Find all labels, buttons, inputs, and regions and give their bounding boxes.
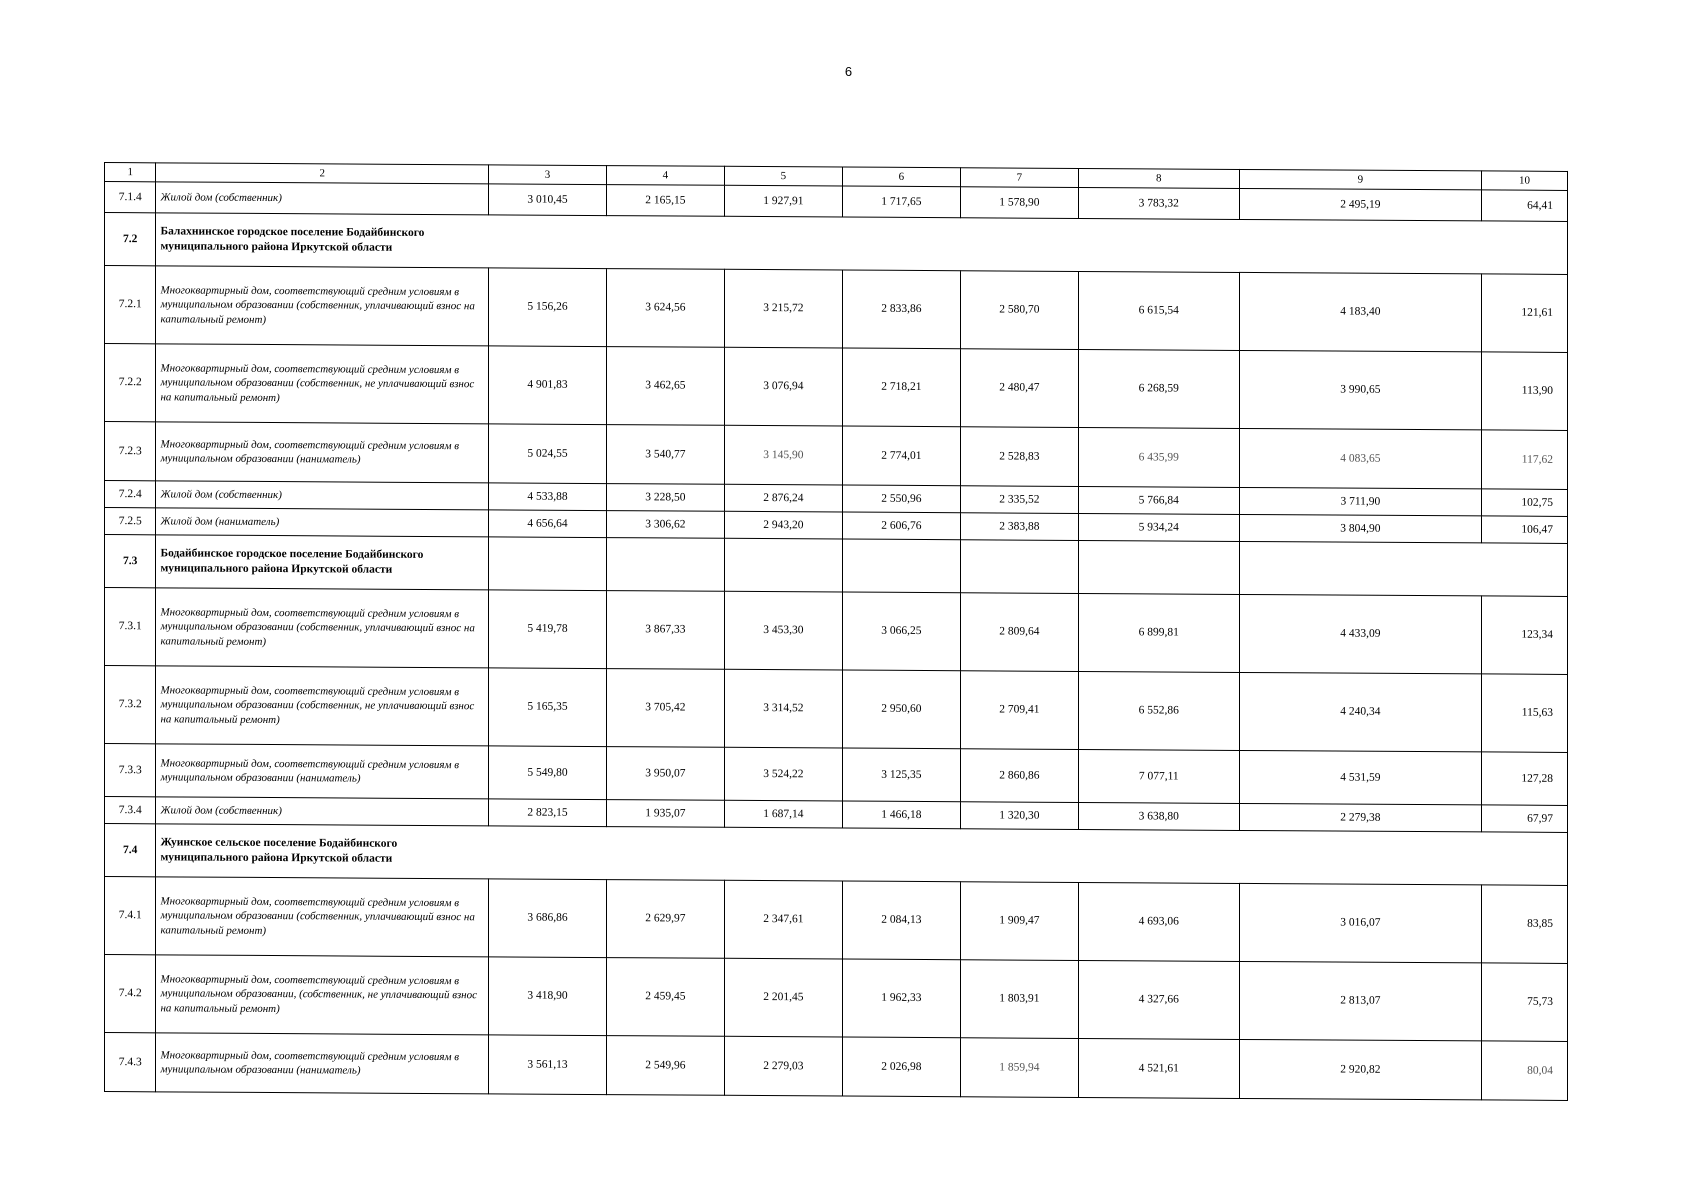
section-title xyxy=(156,824,1568,886)
row-value: 102,75 xyxy=(1482,489,1568,517)
row-value: 2 813,07 xyxy=(1239,961,1481,1040)
row-value: 3 990,65 xyxy=(1239,350,1481,429)
row-code: 7.4.2 xyxy=(105,955,156,1033)
table-row xyxy=(105,266,1568,353)
row-value: 4 531,59 xyxy=(1239,750,1481,804)
row-value: 2 950,60 xyxy=(842,670,960,749)
row-code: 7.3.2 xyxy=(105,666,156,744)
row-value: 2 629,97 xyxy=(606,880,724,959)
header-cell: 1 xyxy=(105,163,156,182)
section-code: 7.3 xyxy=(105,535,156,588)
table-row xyxy=(105,877,1568,964)
row-value: 1 962,33 xyxy=(842,959,960,1038)
row-label: Многоквартирный дом, соответствующий средним условиям в муниципальном образовании (собственник, уплачивающий взнос на капитальный ремонт) xyxy=(156,877,489,957)
row-code: 7.3.1 xyxy=(105,588,156,666)
row-value: 2 495,19 xyxy=(1239,188,1481,220)
row-value: 3 462,65 xyxy=(606,347,724,426)
row-value: 4 183,40 xyxy=(1239,272,1481,351)
header-cell: 2 xyxy=(156,163,489,184)
row-code: 7.1.4 xyxy=(105,182,156,213)
row-value: 5 156,26 xyxy=(488,268,606,347)
row-value: 127,28 xyxy=(1482,752,1568,806)
row-label: Многоквартирный дом, соответствующий средним условиям в муниципальном образовании (собственник, не уплачивающий взнос на капитальный ремонт) xyxy=(156,666,489,746)
row-value: 2 084,13 xyxy=(842,881,960,960)
row-value: 2 550,96 xyxy=(842,485,960,513)
row-value: 123,34 xyxy=(1482,596,1568,675)
row-value: 3 076,94 xyxy=(724,347,842,426)
row-value: 6 435,99 xyxy=(1078,427,1239,487)
row-value: 6 268,59 xyxy=(1078,349,1239,428)
row-value: 2 480,47 xyxy=(960,349,1078,428)
row-value: 3 624,56 xyxy=(606,269,724,348)
table-row xyxy=(105,955,1568,1042)
table-row xyxy=(105,344,1568,431)
row-value: 2 335,52 xyxy=(960,486,1078,514)
row-value: 3 010,45 xyxy=(488,184,606,216)
row-value: 75,73 xyxy=(1482,963,1568,1042)
row-value: 3 561,13 xyxy=(488,1035,606,1095)
row-value: 3 125,35 xyxy=(842,748,960,802)
tariff-table xyxy=(104,162,1568,1101)
row-value: 115,63 xyxy=(1482,674,1568,753)
empty-cell xyxy=(1078,540,1239,594)
row-value: 4 083,65 xyxy=(1239,428,1481,488)
row-value: 3 066,25 xyxy=(842,592,960,671)
row-value: 3 950,07 xyxy=(606,747,724,801)
row-value: 2 709,41 xyxy=(960,671,1078,750)
row-value: 1 909,47 xyxy=(960,882,1078,961)
header-cell: 3 xyxy=(488,165,606,185)
row-value: 7 077,11 xyxy=(1078,749,1239,803)
row-value: 64,41 xyxy=(1482,190,1568,222)
row-value: 3 705,42 xyxy=(606,669,724,748)
row-value: 5 766,84 xyxy=(1078,486,1239,514)
row-value: 2 347,61 xyxy=(724,880,842,959)
row-value: 2 165,15 xyxy=(606,185,724,217)
row-value: 113,90 xyxy=(1482,352,1568,431)
row-value: 2 833,86 xyxy=(842,270,960,349)
header-cell: 9 xyxy=(1239,169,1481,189)
row-value: 2 279,03 xyxy=(724,1036,842,1096)
header-cell: 4 xyxy=(606,166,724,186)
empty-cell xyxy=(1239,541,1567,596)
section-title-text: Балахнинское городское поселение Бодайбинского муниципального района Иркутской области xyxy=(160,225,425,254)
row-value: 2 943,20 xyxy=(724,511,842,539)
table-row xyxy=(105,588,1568,675)
row-value: 2 201,45 xyxy=(724,958,842,1037)
empty-cell xyxy=(842,539,960,593)
row-value: 5 549,80 xyxy=(488,746,606,800)
table-row xyxy=(105,1033,1568,1101)
row-label: Жилой дом (собственник) xyxy=(156,481,489,510)
row-value: 2 279,38 xyxy=(1239,803,1481,831)
row-value: 3 453,30 xyxy=(724,591,842,670)
row-value: 2 549,96 xyxy=(606,1036,724,1096)
header-cell: 7 xyxy=(960,168,1078,188)
row-label: Многоквартирный дом, соответствующий средним условиям в муниципальном образовании (наниматель) xyxy=(156,744,489,799)
row-value: 5 934,24 xyxy=(1078,513,1239,541)
row-value: 117,62 xyxy=(1482,430,1568,490)
row-value: 121,61 xyxy=(1482,274,1568,353)
row-label: Жилой дом (собственник) xyxy=(156,797,489,826)
row-value: 5 419,78 xyxy=(488,590,606,669)
row-value: 3 228,50 xyxy=(606,484,724,512)
empty-cell xyxy=(724,538,842,592)
row-code: 7.2.3 xyxy=(105,422,156,481)
row-value: 3 215,72 xyxy=(724,269,842,348)
row-value: 2 580,70 xyxy=(960,271,1078,350)
empty-cell xyxy=(488,537,606,591)
row-value: 5 024,55 xyxy=(488,424,606,484)
row-value: 1 935,07 xyxy=(606,800,724,828)
row-value: 3 524,22 xyxy=(724,747,842,801)
row-value: 2 459,45 xyxy=(606,958,724,1037)
row-value: 3 638,80 xyxy=(1078,802,1239,830)
row-label: Многоквартирный дом, соответствующий средним условиям в муниципальном образовании (собственник, уплачивающий взнос на капитальный ремонт) xyxy=(156,588,489,668)
row-value: 3 711,90 xyxy=(1239,487,1481,515)
row-value: 2 026,98 xyxy=(842,1037,960,1097)
row-value: 4 521,61 xyxy=(1078,1038,1239,1098)
header-cell: 5 xyxy=(724,166,842,186)
row-code: 7.2.4 xyxy=(105,481,156,508)
row-value: 2 809,64 xyxy=(960,593,1078,672)
row-value: 4 693,06 xyxy=(1078,882,1239,961)
row-value: 4 327,66 xyxy=(1078,960,1239,1039)
table-row xyxy=(105,666,1568,753)
row-value: 3 804,90 xyxy=(1239,514,1481,542)
row-value: 2 718,21 xyxy=(842,348,960,427)
row-value: 1 687,14 xyxy=(724,800,842,828)
row-value: 1 803,91 xyxy=(960,960,1078,1039)
row-value: 1 859,94 xyxy=(960,1038,1078,1098)
row-value: 3 540,77 xyxy=(606,425,724,485)
row-value: 1 466,18 xyxy=(842,801,960,829)
row-value: 2 920,82 xyxy=(1239,1039,1481,1099)
row-value: 4 656,64 xyxy=(488,510,606,538)
row-value: 67,97 xyxy=(1482,805,1568,833)
row-value: 2 860,86 xyxy=(960,749,1078,803)
row-value: 3 306,62 xyxy=(606,511,724,539)
row-value: 1 717,65 xyxy=(842,186,960,218)
row-value: 4 533,88 xyxy=(488,483,606,511)
row-value: 2 876,24 xyxy=(724,484,842,512)
row-value: 2 774,01 xyxy=(842,426,960,486)
row-label: Многоквартирный дом, соответствующий средним условиям в муниципальном образовании, (собственник, не уплачивающий взнос на капитальный ремонт) xyxy=(156,955,489,1035)
row-value: 3 686,86 xyxy=(488,879,606,958)
row-value: 4 433,09 xyxy=(1239,594,1481,673)
row-code: 7.4.3 xyxy=(105,1033,156,1092)
row-value: 2 823,15 xyxy=(488,799,606,827)
row-label: Жилой дом (наниматель) xyxy=(156,508,489,537)
header-cell: 10 xyxy=(1482,171,1568,191)
row-code: 7.2.5 xyxy=(105,508,156,535)
section-title: Бодайбинское городское поселение Бодайбинского муниципального района Иркутской области xyxy=(156,535,489,590)
row-code: 7.3.3 xyxy=(105,744,156,797)
empty-cell xyxy=(960,540,1078,594)
row-code: 7.3.4 xyxy=(105,797,156,824)
row-label: Жилой дом (собственник) xyxy=(156,182,489,215)
row-label: Многоквартирный дом, соответствующий средним условиям в муниципальном образовании (наниматель) xyxy=(156,1033,489,1094)
row-value: 3 418,90 xyxy=(488,957,606,1036)
row-value: 1 927,91 xyxy=(724,185,842,217)
row-value: 4 901,83 xyxy=(488,346,606,425)
row-value: 5 165,35 xyxy=(488,668,606,747)
row-value: 6 552,86 xyxy=(1078,671,1239,750)
section-code: 7.4 xyxy=(105,824,156,877)
row-code: 7.4.1 xyxy=(105,877,156,955)
table-row xyxy=(105,422,1568,490)
row-value: 1 320,30 xyxy=(960,802,1078,830)
row-code: 7.2.1 xyxy=(105,266,156,344)
row-label: Многоквартирный дом, соответствующий средним условиям в муниципальном образовании (собственник, не уплачивающий взнос на капитальный ремонт) xyxy=(156,344,489,424)
row-value: 2 383,88 xyxy=(960,513,1078,541)
row-value: 2 528,83 xyxy=(960,427,1078,487)
row-label: Многоквартирный дом, соответствующий средним условиям в муниципальном образовании (собственник, уплачивающий взнос на капитальный ремонт) xyxy=(156,266,489,346)
row-value: 3 016,07 xyxy=(1239,883,1481,962)
section-row xyxy=(105,535,1568,597)
section-row xyxy=(105,213,1568,275)
page-number: 6 xyxy=(844,64,853,79)
row-value: 3 783,32 xyxy=(1078,187,1239,219)
row-value: 80,04 xyxy=(1482,1041,1568,1101)
section-row xyxy=(105,824,1568,886)
row-value: 3 867,33 xyxy=(606,591,724,670)
section-title-text: Жуинское сельское поселение Бодайбинского муниципального района Иркутской области xyxy=(160,836,398,865)
row-value: 1 578,90 xyxy=(960,187,1078,219)
row-value: 3 314,52 xyxy=(724,669,842,748)
row-value: 6 899,81 xyxy=(1078,593,1239,672)
row-value: 4 240,34 xyxy=(1239,672,1481,751)
row-value: 6 615,54 xyxy=(1078,271,1239,350)
empty-cell xyxy=(606,538,724,592)
header-cell: 8 xyxy=(1078,168,1239,188)
section-code: 7.2 xyxy=(105,213,156,266)
row-value: 2 606,76 xyxy=(842,512,960,540)
row-code: 7.2.2 xyxy=(105,344,156,422)
row-value: 83,85 xyxy=(1482,885,1568,964)
row-value: 106,47 xyxy=(1482,516,1568,544)
table-row xyxy=(105,744,1568,806)
section-title xyxy=(156,213,1568,275)
row-label: Многоквартирный дом, соответствующий средним условиям в муниципальном образовании (наниматель) xyxy=(156,422,489,483)
row-value: 3 145,90 xyxy=(724,425,842,485)
header-cell: 6 xyxy=(842,167,960,187)
